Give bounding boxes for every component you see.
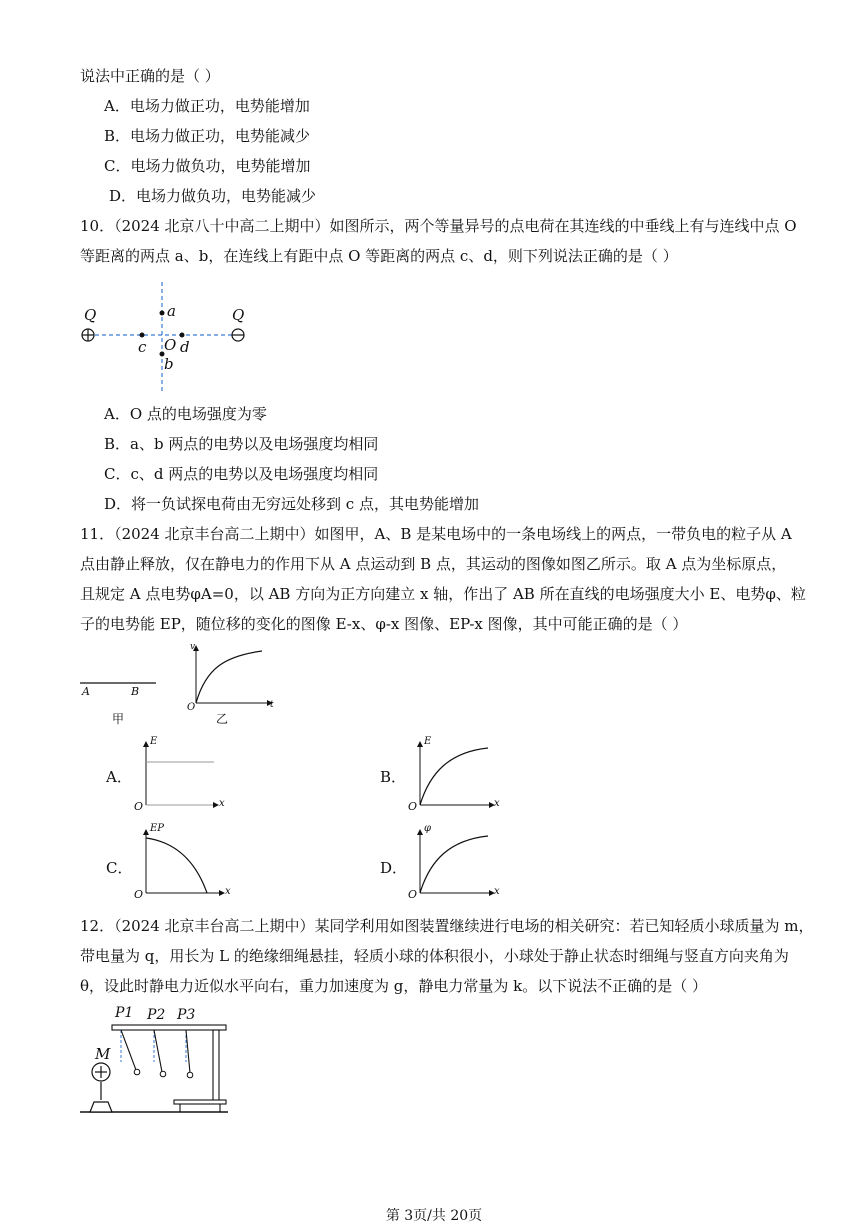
q11-choice-d-axis-x: x [494,886,500,897]
q12-stem-line2: 带电量为 q，用长为 L 的绝缘细绳悬挂，轻质小球的体积很小，小球处于静止状态时细绳与竖直方向夹角为 [80,947,789,965]
q11-choice-b-axis-y: E [424,736,432,747]
q10-option-d: D．将一负试探电荷由无穷远处移到 c 点，其电势能增加 [104,495,479,513]
q12-label-p3: P3 [177,1007,196,1023]
q11-choice-c-label: C． [106,859,133,877]
q10-label-d: d [180,338,190,356]
q11-choice-a-axis-x: x [219,798,225,809]
page-footer: 第 3页/共 20页 [385,1208,483,1224]
q12-stem-line1: 12．（2024 北京丰台高二上期中）某同学利用如图装置继续进行电场的相关研究：若已知轻质小球质量为 m， [80,917,814,935]
q11-yi-origin: O [187,702,196,713]
q12-stem-line3: θ，设此时静电力近似水平向右，重力加速度为 g，静电力常量为 k。以下说法不正确的是（ ） [80,977,708,995]
q11-choice-d-label: D． [380,859,408,877]
q11-choice-a-label: A． [106,768,132,786]
q10-label-c: c [138,338,147,356]
q9-option-c: C．电场力做负功，电势能增加 [104,157,311,175]
q11-choice-b-axis-x: x [494,798,500,809]
q10-stem-line2: 等距离的两点 a、b，在连线上有距中点 O 等距离的两点 c、d，则下列说法正确的是（ ） [80,247,678,265]
q11-jia-caption: 甲 [112,712,125,726]
q11-stem-line4: 子的电势能 EP，随位移的变化的图像 E-x、φ-x 图像、EP-x 图像，其中可能正确的是（ ） [80,615,688,633]
q11-choice-c-axis-x: x [225,886,231,897]
q10-option-a: A．O 点的电场强度为零 [104,405,267,423]
q10-label-q-right: Q [232,306,245,324]
q10-label-a: a [167,302,176,320]
q11-stem-line1: 11．（2024 北京丰台高二上期中）如图甲，A、B 是某电场中的一条电场线上的两点，一带负电的粒子从 A [80,525,792,543]
q12-label-p2: P2 [147,1007,166,1023]
q10-option-b: B．a、b 两点的电势以及电场强度均相同 [104,435,379,453]
q11-choice-d-origin: O [408,888,418,901]
q11-stem-line3: 且规定 A 点电势φA=0，以 AB 方向为正方向建立 x 轴，作出了 AB 所在直线的电场强度大小 E、电势φ、粒 [80,585,806,603]
q11-yi-axis-y: v [190,642,196,652]
q10-stem-line1: 10．（2024 北京八十中高二上期中）如图所示，两个等量异号的点电荷在其连线的中垂线上有与连线中点 O [80,217,797,235]
q11-choice-a-origin: O [134,800,144,813]
q10-label-q-left: Q [84,306,97,324]
q9-stem-tail: 说法中正确的是（ ） [80,67,220,85]
q11-choice-b-origin: O [408,800,418,813]
q9-option-d: D．电场力做负功，电势能减少 [109,187,317,205]
q11-stem-line2: 点由静止释放，仅在静电力的作用下从 A 点运动到 B 点，其运动的图像如图乙所示。取 A 点为坐标原点， [80,555,787,573]
q11-choice-c-origin: O [134,888,144,901]
q11-jia-label-b: B [131,685,140,698]
q11-jia-label-a: A [82,685,90,698]
q11-choice-c-axis-y: EP [150,823,165,834]
q12-label-p1: P1 [115,1005,134,1021]
q9-option-b: B．电场力做正功，电势能减少 [104,127,311,145]
q10-label-o: O [164,336,177,354]
q12-label-m: M [95,1045,111,1063]
q10-option-c: C．c、d 两点的电势以及电场强度均相同 [104,465,379,483]
q11-choice-b-label: B． [380,768,407,786]
q11-yi-axis-x: t [270,700,274,710]
q11-choice-d-axis-y: φ [424,823,432,834]
q11-choice-a-axis-y: E [150,736,158,747]
q9-option-a: A．电场力做正功，电势能增加 [104,97,310,115]
q10-label-b: b [164,355,174,373]
q11-yi-caption: 乙 [216,712,229,726]
